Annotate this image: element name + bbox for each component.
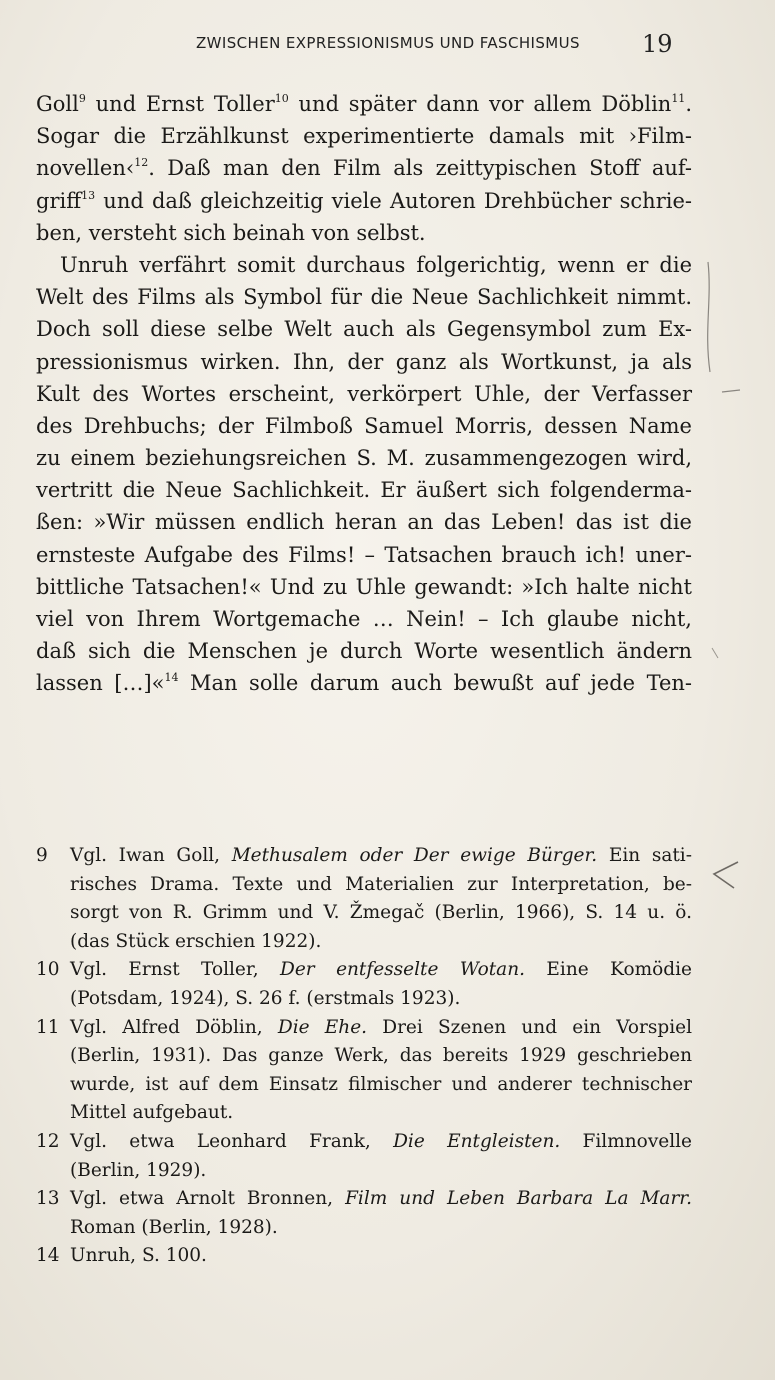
text-line: daß sich die Menschen je durch Worte wesentlich ändern: [36, 639, 692, 664]
footnote-number: 12: [36, 1130, 60, 1152]
pencil-bracket-mark: [708, 262, 710, 372]
footnote-number: 11: [36, 1016, 60, 1038]
page-number: 19: [642, 30, 673, 58]
text-line: Unruh verfährt somit durchaus folgerichtig, wenn er die: [60, 252, 692, 277]
text-line: vertritt die Neue Sachlichkeit. Er äußert sich folgenderma-: [36, 478, 692, 503]
footnote-11: 11 Vgl. Alfred Döblin, Die Ehe. Drei Szenen und ein Vorspiel (Berlin, 1931). Das ganze Werk, das bereits 1929 geschrieben wurde, ist auf dem Einsatz filmischer und anderer technischer Mittel aufgebaut.: [36, 1014, 692, 1128]
text-line: Welt des Films als Symbol für die Neue Sachlichkeit nimmt.: [36, 285, 692, 310]
text-line: zu einem beziehungsreichen S. M. zusammengezogen wird,: [36, 446, 692, 471]
text-line: griff$^{13}$ und daß gleichzeitig viele Autoren Drehbücher schrie-: [36, 188, 692, 213]
text-line: lassen […]«$^{14}$ Man solle darum auch bewußt auf jede Ten-: [36, 671, 692, 696]
pencil-tick-mark: [712, 648, 718, 658]
footnote-number: 10: [36, 959, 60, 981]
pencil-angle-mark: [714, 862, 738, 888]
text-line: ßen: »Wir müssen endlich heran an das Leben! das ist die: [36, 510, 692, 535]
text-line: Goll$^9$ und Ernst Toller$^{10}$ und später dann vor allem Döblin$^{11}$.: [36, 92, 692, 116]
pencil-dash-mark: [722, 390, 740, 392]
footnote-number: 13: [36, 1188, 60, 1210]
text-line: Doch soll diese selbe Welt auch als Gegensymbol zum Ex-: [36, 317, 692, 342]
footnote-number: 9: [36, 845, 48, 866]
footnote-12: 12 Vgl. etwa Leonhard Frank, Die Entgleisten. Filmnovelle (Berlin, 1929).: [36, 1128, 692, 1185]
footnote-9: 9 Vgl. Iwan Goll, Methusalem oder Der ewige Bürger. Ein sati- risches Drama. Texte und Materialien zur Interpretation, be- sorgt von R. Grimm und V. Žmegač (Berlin, 1966), S. 14 u. ö. (das Stück erschien 1922).: [36, 842, 692, 956]
text-line: des Drehbuchs; der Filmboß Samuel Morris, dessen Name: [36, 413, 692, 438]
text-line: novellen‹$^{12}$. Daß man den Film als zeittypischen Stoff auf-: [36, 156, 692, 181]
text-line: pressionismus wirken. Ihn, der ganz als Wortkunst, ja als: [36, 349, 692, 374]
text-line: ben, versteht sich beinah von selbst.: [36, 220, 426, 245]
footnote-number: 14: [36, 1245, 60, 1267]
footnote-13: 13 Vgl. etwa Arnolt Bronnen, Film und Leben Barbara La Marr. Roman (Berlin, 1928).: [36, 1185, 692, 1242]
footnote-14: 14 Unruh, S. 100.: [36, 1242, 692, 1271]
text-line: Sogar die Erzählkunst experimentierte damals mit ›Film-: [36, 124, 692, 149]
body-text: [36, 88, 692, 700]
footnote-10: 10 Vgl. Ernst Toller, Der entfesselte Wotan. Eine Komödie (Potsdam, 1924), S. 26 f. (erstmals 1923).: [36, 956, 692, 1013]
text-line: ernsteste Aufgabe des Films! – Tatsachen brauch ich! uner-: [36, 542, 692, 567]
footnotes: [36, 842, 692, 1271]
running-head: ZWISCHEN EXPRESSIONISMUS UND FASCHISMUS: [196, 34, 580, 52]
text-line: viel von Ihrem Wortgemache … Nein! – Ich glaube nicht,: [36, 607, 692, 631]
text-line: bittliche Tatsachen!« Und zu Uhle gewandt: »Ich halte nicht: [36, 574, 692, 599]
text-line: Kult des Wortes erscheint, verkörpert Uhle, der Verfasser: [36, 381, 692, 406]
